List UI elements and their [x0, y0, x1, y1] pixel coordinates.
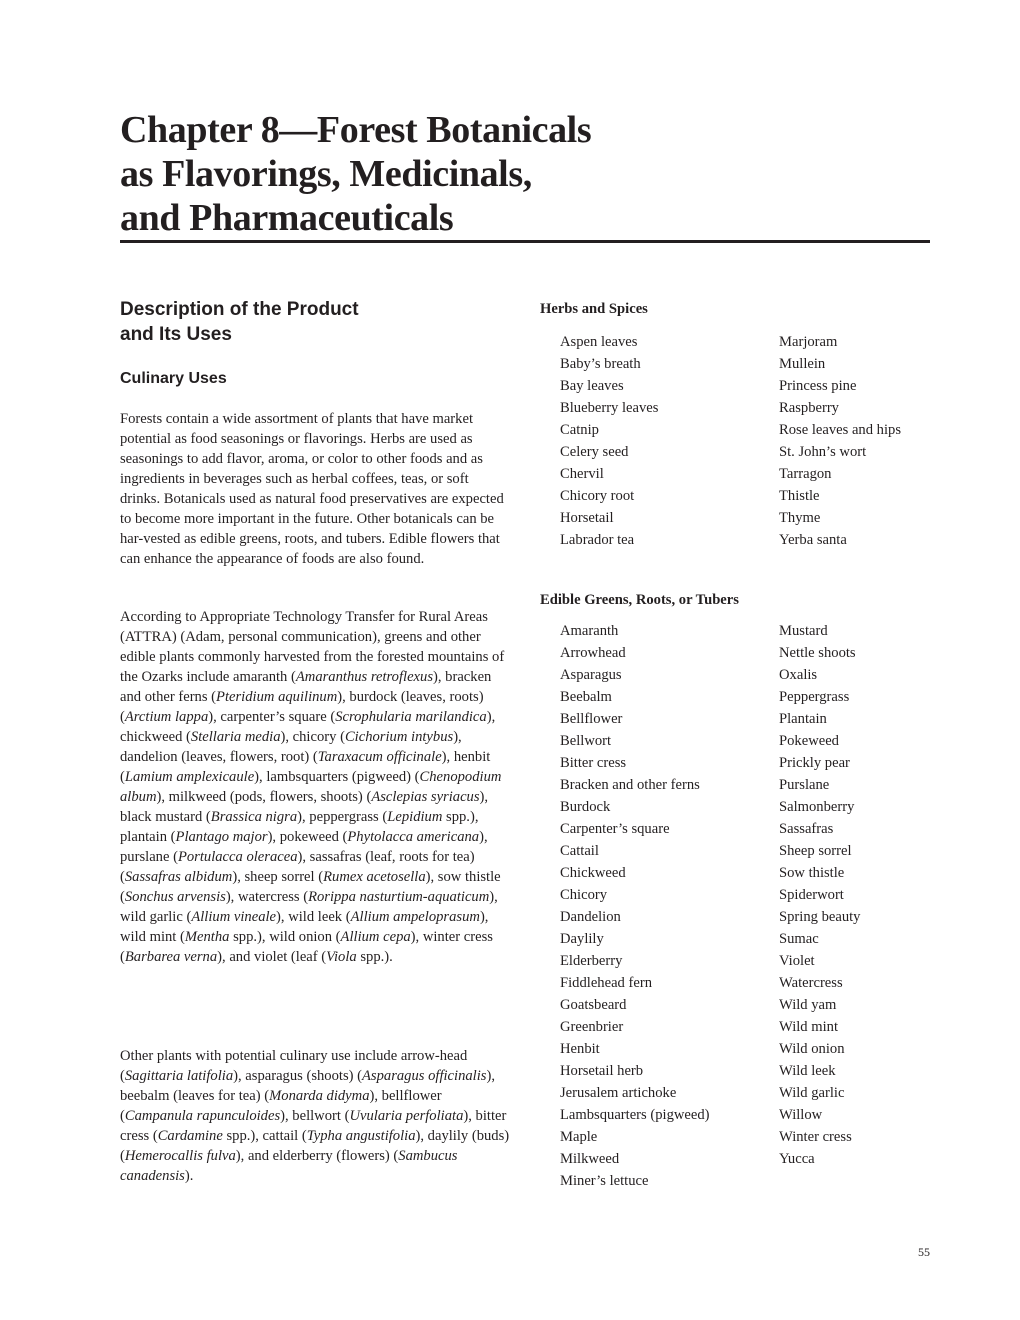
list-row [560, 995, 960, 1017]
plant-name: Cattail [560, 843, 599, 859]
list-row [560, 1083, 960, 1105]
list-row [560, 398, 960, 420]
species-name: Sagittaria latifolia [124, 1068, 234, 1084]
text-run: According to Appropriate Technology Transfer for Rural Areas (ATTRA) (Adam, personal communication), greens and other edible plants commonly harvested from the forested mountains of the Ozarks include amaranth ( [120, 609, 505, 685]
plant-name: Bitter cress [560, 755, 627, 771]
plant-name: Watercress [779, 975, 843, 991]
species-name: Arctium lappa [124, 709, 209, 725]
plant-name: Amaranth [560, 623, 619, 639]
text-run: ), dandelion (leaves, flowers, root) ( [120, 729, 462, 765]
page-number: 55 [918, 1245, 930, 1259]
plant-name: Wild mint [779, 1019, 839, 1035]
plant-name: Jerusalem artichoke [560, 1085, 677, 1101]
list-row [560, 332, 960, 354]
text-run: ), peppergrass ( [297, 809, 388, 825]
text-run: spp.), cattail ( [222, 1128, 307, 1144]
plant-name: St. John’s wort [779, 444, 867, 460]
list-row [560, 753, 960, 775]
text-run: spp.). [356, 949, 393, 965]
plant-name: Mustard [779, 623, 828, 639]
text-run: ), milkweed (pods, flowers, shoots) ( [156, 789, 372, 805]
list-row [560, 1017, 960, 1039]
text-run: ), bellwort ( [280, 1108, 350, 1124]
plant-name: Milkweed [560, 1151, 620, 1167]
list-row [560, 907, 960, 929]
plant-name: Aspen leaves [560, 334, 638, 350]
species-name: Phytolacca americana [347, 829, 480, 845]
plant-name: Sumac [779, 931, 819, 947]
text-run: ), asparagus (shoots) ( [233, 1068, 363, 1084]
plant-name: Miner’s lettuce [560, 1173, 649, 1189]
species-name: Allium vineale [191, 909, 277, 925]
plant-name: Willow [779, 1107, 823, 1123]
edible-greens-heading: Edible Greens, Roots, or Tubers [540, 592, 739, 608]
list-row [560, 775, 960, 797]
plant-name: Wild leek [779, 1063, 836, 1079]
plant-name: Raspberry [779, 400, 839, 416]
species-name: Lepidium [387, 809, 443, 825]
plant-name: Dandelion [560, 909, 621, 925]
chapter-title-line: and Pharmaceuticals [120, 197, 454, 239]
plant-name: Burdock [560, 799, 611, 815]
text-run: ), beebalm (leaves for tea) ( [120, 1068, 495, 1104]
species-name: Stellaria media [190, 729, 281, 745]
plant-name: Carpenter’s square [560, 821, 670, 837]
plant-name: Peppergrass [779, 689, 850, 705]
plant-name: Goatsbeard [560, 997, 627, 1013]
plant-name: Arrowhead [560, 645, 626, 661]
species-name: Plantago major [175, 829, 268, 845]
text-run: Other plants with potential culinary use include arrow-head ( [120, 1048, 468, 1084]
list-row [560, 486, 960, 508]
plant-name: Lambsquarters (pigweed) [560, 1107, 710, 1123]
list-row [560, 643, 960, 665]
body-paragraph [120, 607, 510, 967]
species-name: Rumex acetosella [323, 869, 426, 885]
text-run: ), carpenter’s square ( [208, 709, 336, 725]
list-row [560, 841, 960, 863]
species-name: Mentha [184, 929, 230, 945]
plant-name: Winter cress [779, 1129, 852, 1145]
species-name: Lamium amplexicaule [124, 769, 255, 785]
text-run: ), black mustard ( [120, 789, 489, 825]
text-run: ), lambsquarters (pigweed) ( [254, 769, 420, 785]
plant-name: Purslane [779, 777, 830, 793]
species-name: Portulacca oleracea [177, 849, 298, 865]
plant-name: Spring beauty [779, 909, 861, 925]
plant-name: Beebalm [560, 689, 612, 705]
plant-name: Nettle shoots [779, 645, 856, 661]
list-row [560, 376, 960, 398]
plant-name: Maple [560, 1129, 598, 1145]
species-name: Uvularia perfoliata [349, 1108, 464, 1124]
list-row [560, 973, 960, 995]
edible-greens-list [560, 621, 960, 1193]
plant-name: Prickly pear [779, 755, 850, 771]
list-row [560, 530, 960, 552]
plant-name: Chicory [560, 887, 608, 903]
plant-name: Horsetail [560, 510, 614, 526]
species-name: Pteridium aquilinum [216, 689, 338, 705]
text-run: ), and elderberry (flowers) ( [235, 1148, 399, 1164]
plant-name: Oxalis [779, 667, 818, 683]
text-run: ), bitter cress ( [120, 1108, 507, 1144]
plant-name: Spiderwort [779, 887, 844, 903]
list-row [560, 731, 960, 753]
species-name: Barbarea verna [124, 949, 218, 965]
species-name: Sambucus canadensis [120, 1148, 458, 1184]
text-run: ), wild garlic ( [120, 889, 498, 925]
chapter-title [120, 108, 940, 240]
plant-name: Bellflower [560, 711, 623, 727]
text-run: ), winter cress ( [120, 929, 493, 965]
plant-name: Wild garlic [779, 1085, 845, 1101]
species-name: Campanula rapunculoides [124, 1108, 281, 1124]
plant-name: Chickweed [560, 865, 626, 881]
list-row [560, 885, 960, 907]
plant-name: Wild yam [779, 997, 837, 1013]
plant-name: Thyme [779, 510, 821, 526]
list-row [560, 1149, 960, 1171]
list-row [560, 797, 960, 819]
list-row [560, 1171, 960, 1193]
plant-name: Sassafras [779, 821, 834, 837]
species-name: Rorippa nasturtium-aquaticum [308, 889, 490, 905]
plant-name: Baby’s breath [560, 356, 641, 372]
text-run: ), and violet (leaf ( [217, 949, 327, 965]
plant-name: Henbit [560, 1041, 600, 1057]
text-run: ), chicory ( [280, 729, 345, 745]
species-name: Sonchus arvensis [124, 889, 226, 905]
list-row [560, 951, 960, 973]
species-name: Asclepias syriacus [371, 789, 480, 805]
plant-name [779, 1171, 959, 1193]
plant-name: Wild onion [779, 1041, 845, 1057]
text-run: spp.), plantain ( [120, 809, 479, 845]
species-name: Typha angustifolia [306, 1128, 416, 1144]
plant-name: Violet [779, 953, 815, 969]
species-name: Viola [326, 949, 357, 965]
species-name: Cardamine [157, 1128, 223, 1144]
plant-name: Sow thistle [779, 865, 845, 881]
list-row [560, 354, 960, 376]
list-row [560, 687, 960, 709]
list-row [560, 709, 960, 731]
species-name: Monarda didyma [269, 1088, 370, 1104]
body-paragraph [120, 1046, 510, 1186]
section-heading [120, 297, 359, 347]
plant-name: Fiddlehead fern [560, 975, 652, 991]
plant-name: Horsetail herb [560, 1063, 644, 1079]
list-row [560, 1061, 960, 1083]
plant-name: Blueberry leaves [560, 400, 659, 416]
plant-name: Bay leaves [560, 378, 624, 394]
plant-name: Rose leaves and hips [779, 422, 901, 438]
plant-name: Yucca [779, 1151, 815, 1167]
species-name: Sassafras albidum [124, 869, 233, 885]
plant-name: Bellwort [560, 733, 612, 749]
species-name: Cichorium intybus [344, 729, 454, 745]
chapter-title-line: Chapter 8—Forest Botanicals [120, 109, 592, 151]
plant-name: Chicory root [560, 488, 635, 504]
list-row [560, 863, 960, 885]
text-run: ), chickweed ( [120, 709, 496, 745]
section-heading-line: Description of the Product [120, 299, 359, 320]
text-run: ), sassafras (leaf, roots for tea) ( [120, 849, 475, 885]
plant-name: Salmonberry [779, 799, 855, 815]
text-run: ), bellflower ( [120, 1088, 442, 1124]
list-row [560, 1127, 960, 1149]
species-name: Amaranthus retroflexus [295, 669, 434, 685]
plant-name: Yerba santa [779, 532, 847, 548]
plant-name: Greenbrier [560, 1019, 624, 1035]
plant-name: Sheep sorrel [779, 843, 852, 859]
plant-name: Chervil [560, 466, 604, 482]
plant-name: Asparagus [560, 667, 622, 683]
plant-name: Tarragon [779, 466, 832, 482]
list-row [560, 1039, 960, 1061]
list-row [560, 929, 960, 951]
text-run: ), sheep sorrel ( [232, 869, 324, 885]
text-run: ). [184, 1168, 194, 1184]
text-run: ), sow thistle ( [120, 869, 501, 905]
plant-name: Labrador tea [560, 532, 635, 548]
chapter-title-line: as Flavorings, Medicinals, [120, 153, 532, 195]
species-name: Scrophularia marilandica [335, 709, 487, 725]
plant-name: Plantain [779, 711, 827, 727]
text-run: ), wild leek ( [276, 909, 351, 925]
plant-name: Bracken and other ferns [560, 777, 700, 793]
herbs-and-spices-heading: Herbs and Spices [540, 301, 648, 317]
text-run: ), pokeweed ( [267, 829, 348, 845]
subsection-heading: Culinary Uses [120, 370, 227, 387]
list-row [560, 665, 960, 687]
text-run: ), purslane ( [120, 829, 488, 865]
text-run: Forests contain a wide assortment of plants that have market potential as food seasonings or flavorings. Herbs are used as seasonings to add flavor, aroma, or color to other foods and as ingredients in beverages such as herbal coffees, teas, or soft drinks. Botanicals used as natural food preservatives are expected to become more important in the future. Other botanicals can be har-vested as edible greens, roots, and tubers. Edible flowers that can enhance the appearance of foods are also found. [120, 411, 504, 567]
plant-name: Mullein [779, 356, 826, 372]
text-run: ), daylily (buds) ( [120, 1128, 510, 1164]
plant-name: Elderberry [560, 953, 623, 969]
list-row [560, 442, 960, 464]
plant-name: Daylily [560, 931, 604, 947]
text-run: spp.), wild onion ( [229, 929, 341, 945]
species-name: Asparagus officinalis [362, 1068, 487, 1084]
plant-name: Celery seed [560, 444, 629, 460]
text-run: ), bracken and other ferns ( [120, 669, 492, 705]
text-run: ), burdock (leaves, roots) ( [120, 689, 484, 725]
species-name: Taraxacum officinale [317, 749, 442, 765]
text-run: ), henbit ( [120, 749, 491, 785]
body-paragraph [120, 409, 510, 569]
title-divider [120, 240, 930, 243]
section-heading-line: and Its Uses [120, 324, 232, 345]
species-name: Allium cepa [340, 929, 411, 945]
list-row [560, 420, 960, 442]
species-name: Chenopodium album [120, 769, 502, 805]
list-row [560, 508, 960, 530]
species-name: Brassica nigra [210, 809, 298, 825]
list-row [560, 819, 960, 841]
text-run: ), watercress ( [225, 889, 309, 905]
species-name: Allium ampeloprasum [350, 909, 480, 925]
herbs-and-spices-list [560, 332, 960, 552]
text-run: ), wild mint ( [120, 909, 489, 945]
plant-name: Thistle [779, 488, 820, 504]
plant-name: Princess pine [779, 378, 857, 394]
list-row [560, 464, 960, 486]
species-name: Hemerocallis fulva [124, 1148, 236, 1164]
list-row [560, 621, 960, 643]
list-row [560, 1105, 960, 1127]
plant-name: Pokeweed [779, 733, 839, 749]
plant-name: Marjoram [779, 334, 838, 350]
plant-name: Catnip [560, 422, 599, 438]
